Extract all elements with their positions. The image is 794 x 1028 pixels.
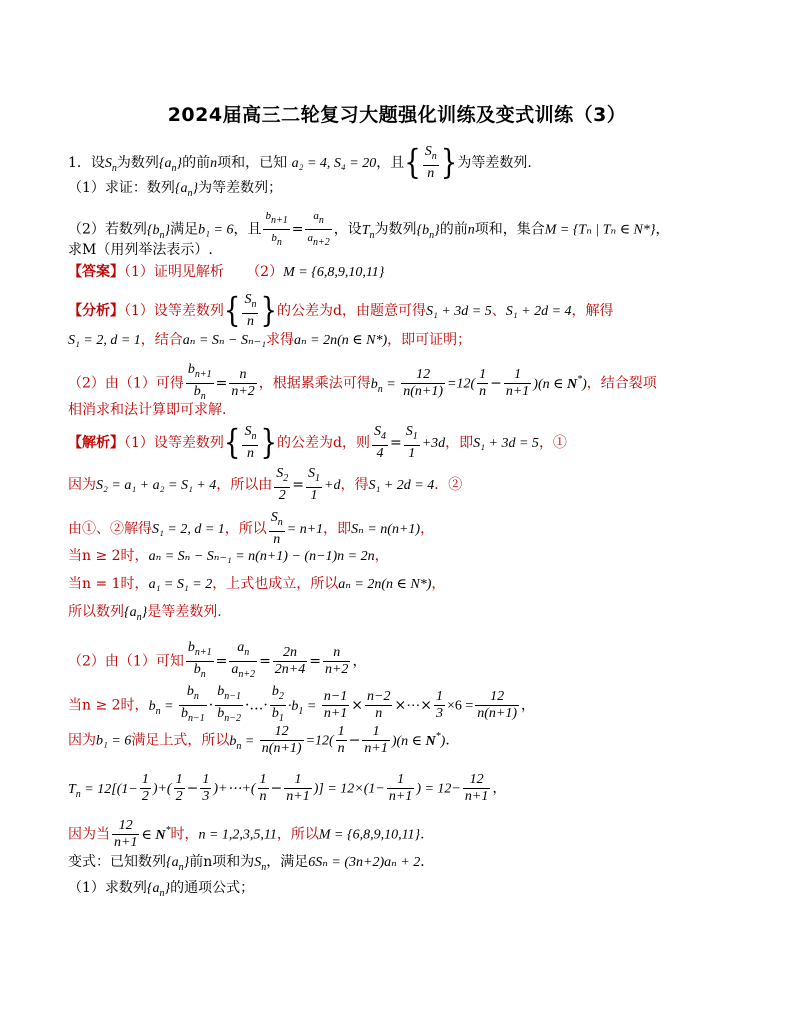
analysis-eq: S₁ = 2, d = 1: [68, 333, 141, 348]
analysis-text: 求得: [265, 332, 294, 348]
analysis-line-2: [68, 330, 744, 351]
solution-text: 因为: [68, 732, 96, 749]
q1-part1-text: 为等差数列；: [198, 180, 283, 196]
q1-text: 项和，已知: [217, 155, 288, 171]
variant-text: 的通项公式；: [170, 880, 255, 896]
solution-line-1: 【解析】（1）设等差数列{ $\frac{S_n}{n}$ }的公差为d，则 $\frac{S_4}{4}$ = $\frac{S_1}{1}$ +3d，即S₁ + 3d = 5，①: [68, 423, 567, 463]
answer-part1: （1）证明见解析: [124, 264, 224, 280]
solution-text: ，①: [538, 435, 567, 451]
solution-line-10: $T_n = 12[(1-$ $\frac{1}{2}$ )+( $\frac{1}{2}$ − $\frac{1}{3}$ )+⋯+( $\frac{1}{n}$ − $\frac{1}{n+1}$ )] = 12×(1− $\frac{1}{n+1}$ ) = 12− $\frac{12}{n+1}$ ，: [68, 772, 507, 804]
solution-line-11: 因为当 $\frac{12}{n+1}$ ∈ N*时，n = 1,2,3,5,11，所以M = {6,8,9,10,11}．: [68, 818, 435, 850]
analysis-eq: aₙ = Sₙ − Sₙ₋₁: [182, 333, 266, 348]
q1-part2-text: ，: [655, 221, 670, 238]
solution-line-9: 因为b₁ = 6满足上式，所以$b_n$ = $\frac{12}{n(n+1)}$ =12( $\frac{1}{n}$ − $\frac{1}{n+1}$ )(n ∈ N*)．: [68, 724, 460, 756]
q1-part2-condition: b₁ = 6: [198, 222, 234, 238]
variant-line-2: （1）求数列$\{a_n\}$的通项公式；: [68, 880, 255, 899]
variant-eq: 6Sₙ = (3n+2)aₙ + 2: [308, 855, 421, 870]
solution-text: ，: [352, 653, 367, 670]
variant-text: （1）求数列: [68, 880, 147, 896]
solution-text: 是等差数列.: [147, 604, 222, 620]
solution-eq: S₁ = 2, d = 1: [152, 522, 225, 537]
variant-text: ．: [420, 854, 435, 870]
answer-label: 【答案】: [68, 264, 124, 280]
analysis-text: ，结合裂项: [586, 375, 657, 392]
solution-text: ．: [445, 732, 460, 749]
answer-part2-value: M = {6,8,9,10,11}: [283, 265, 385, 280]
answer-section: [68, 262, 744, 283]
variant-line-1: 变式：已知数列$\{a_n\}$前n项和为$S_n$，满足6Sₙ = (3n+2)aₙ + 2．: [68, 854, 435, 873]
solution-text: 的公差为d，则: [277, 435, 370, 451]
solution-label: 【解析】: [68, 435, 124, 451]
analysis-text: （1）设等差数列: [124, 303, 224, 319]
solution-text: ，: [420, 521, 435, 537]
solution-text: 时，: [170, 826, 199, 843]
solution-text: ，上式也成立，所以: [212, 576, 339, 592]
question-1-part-2-line2: 求M（用列举法表示）.: [68, 242, 213, 258]
solution-line-5: [68, 574, 744, 595]
solution-eq: b₁ = 6: [96, 733, 132, 749]
solution-eq: S₁ + 3d = 5: [473, 436, 539, 451]
q1-part1-text: （1）求证：数列: [68, 180, 175, 196]
solution-text: ，: [521, 697, 536, 714]
q1-text: 为等差数列.: [457, 155, 532, 171]
solution-text: 因为当: [68, 826, 110, 843]
question-1-part-1: （1）求证：数列$\{a_n\}$为等差数列；: [68, 180, 283, 199]
solution-line-7: （2）由（1）可知 $\frac{b_{n+1}}{b_n}$ = $\frac{a_n}{a_{n+2}}$ = $\frac{2n}{2n+4}$ = $\frac{n}{n+2}$ ，: [68, 640, 367, 680]
analysis-text: 、: [491, 303, 506, 319]
q1-text: ，且: [376, 155, 405, 171]
q1-part2-set: M = {Tₙ | Tₙ ∈ N*}: [544, 222, 656, 238]
analysis-line-1: 【分析】（1）设等差数列{ $\frac{S_n}{n}$ }的公差为d，由题意可得S₁ + 3d = 5、S₁ + 2d = 4，解得: [68, 291, 614, 331]
variant-text: ，满足: [266, 854, 309, 870]
analysis-label: 【分析】: [68, 303, 124, 319]
q1-part2-text: 的前: [439, 221, 468, 238]
solution-text: ，所以: [224, 521, 267, 537]
answer-part2-label: （2）: [246, 264, 284, 280]
q1-text: 为数列: [116, 155, 159, 171]
q1-condition: a₂ = 4, S₄ = 20: [291, 156, 377, 171]
analysis-text: ，解得: [571, 303, 614, 319]
analysis-text: （2）由（1）可得: [68, 375, 184, 392]
solution-text: 所以数列: [68, 604, 124, 620]
solution-text: ，即: [323, 521, 352, 537]
analysis-line-3: （2）由（1）可得 $\frac{b_{n+1}}{b_n}$ = $\frac{n}{n+2}$ ，根据累乘法可得$b_n$ = $\frac{12}{n(n+1)}$ =12( $\frac{1}{n}$ − $\frac{1}{n+1}$ )(n ∈ N*)，结合裂项: [68, 362, 657, 402]
analysis-text: ，即可证明；: [387, 332, 472, 348]
analysis-eq: S₁ + 3d = 5: [425, 304, 492, 319]
solution-eq: M = {6,8,9,10,11}: [318, 827, 421, 843]
analysis-text: ，根据累乘法可得: [258, 375, 371, 392]
solution-line-4: [68, 546, 744, 567]
solution-text: 当n = 1时，: [68, 576, 149, 592]
solution-line-2: 因为S₂ = a₁ + a₂ = S₁ + 4，所以由 $\frac{S_2}{2}$ = $\frac{S_1}{1}$ +d，得S₁ + 2d = 4．②: [68, 466, 463, 503]
q1-text: 1．设: [68, 155, 105, 171]
question-1-part-2: （2）若数列$\{b_n\}$满足b₁ = 6，且 $\frac{b_{n+1}}{b_n}$ = $\frac{a_n}{a_{n+2}}$ ，设$T_n$为数列$\{b_n\}$的前n项和，集合M = {Tₙ | Tₙ ∈ N*}，: [68, 210, 670, 248]
solution-text: ，所以由: [216, 477, 273, 493]
q1-part2-text: ，且: [233, 221, 262, 238]
solution-text: 当n ≥ 2时，: [68, 697, 149, 714]
analysis-eq: aₙ = 2n(n ∈ N*): [293, 333, 388, 348]
solution-eq: aₙ = 2n(n ∈ N*): [338, 577, 432, 592]
solution-eq: Sₙ = n(n+1): [351, 522, 421, 537]
analysis-text: ，结合: [140, 332, 183, 348]
solution-text: （1）设等差数列: [124, 435, 224, 451]
solution-line-6: 所以数列$\{a_n\}$是等差数列.: [68, 604, 222, 623]
question-1-stem: 1．设$S_n$为数列$\{a_n\}$的前n项和，已知 a₂ = 4, S₄ = 20，且{ $\frac{S_n}{n}$ }为等差数列.: [68, 143, 532, 183]
solution-text: 由①、②解得: [68, 521, 152, 537]
analysis-text: 的公差为d，由题意可得: [277, 303, 426, 319]
solution-eq: n = 1,2,3,5,11: [198, 827, 277, 843]
solution-eq: a₁ = S₁ = 2: [148, 577, 213, 592]
solution-line-8: 当n ≥ 2时，$b_n$ = $\frac{b_n}{b_{n-1}}$ · $\frac{b_{n-1}}{b_{n-2}}$ ·…· $\frac{b_2}{b_1}$ $\cdot b_1$ = $\frac{n-1}{n+1}$ × $\frac{n-2}{n}$ ×⋯× $\frac{1}{3}$ ×6 = $\frac{12}{n(n+1)}$ ，: [68, 684, 536, 724]
solution-text: ．: [420, 826, 435, 843]
solution-text: ，得: [340, 477, 369, 493]
solution-text: ．②: [434, 477, 463, 493]
solution-text: ，: [492, 780, 507, 797]
q1-part2-text: （2）若数列: [68, 221, 147, 238]
solution-text: 当n ≥ 2时，: [68, 548, 149, 564]
solution-text: ，即: [445, 435, 474, 451]
solution-eq: aₙ = Sₙ − Sₙ₋₁ = n(n+1) − (n−1)n = 2n: [148, 549, 375, 564]
q1-text: 的前: [182, 155, 211, 171]
solution-text: ，: [431, 576, 446, 592]
variant-text: 变式：已知数列: [68, 854, 166, 870]
solution-text: （2）由（1）可知: [68, 653, 184, 670]
analysis-eq: S₁ + 2d = 4: [505, 304, 572, 319]
solution-text: 因为: [68, 477, 96, 493]
variant-text: 前n项和为: [189, 854, 255, 870]
q1-part2-text: 项和，集合: [474, 221, 545, 238]
solution-text: ，所以: [276, 826, 319, 843]
solution-text: 满足上式，所以: [131, 732, 230, 749]
q1-part2-text: 为数列: [374, 221, 417, 238]
solution-line-3: 由①、②解得S₁ = 2, d = 1，所以 $\frac{S_n}{n}$ = n+1，即Sₙ = n(n+1)，: [68, 510, 435, 547]
solution-text: ，: [374, 548, 389, 564]
solution-eq: S₂ = a₁ + a₂ = S₁ + 4: [96, 478, 217, 493]
q1-part2-text: ，设: [333, 221, 362, 238]
page-title: 2024届高三二轮复习大题强化训练及变式训练（3）: [167, 104, 627, 126]
q1-part2-text: 满足: [170, 221, 199, 238]
analysis-line-4: 相消求和法计算即可求解.: [68, 402, 227, 418]
solution-eq: S₁ + 2d = 4: [368, 478, 435, 493]
